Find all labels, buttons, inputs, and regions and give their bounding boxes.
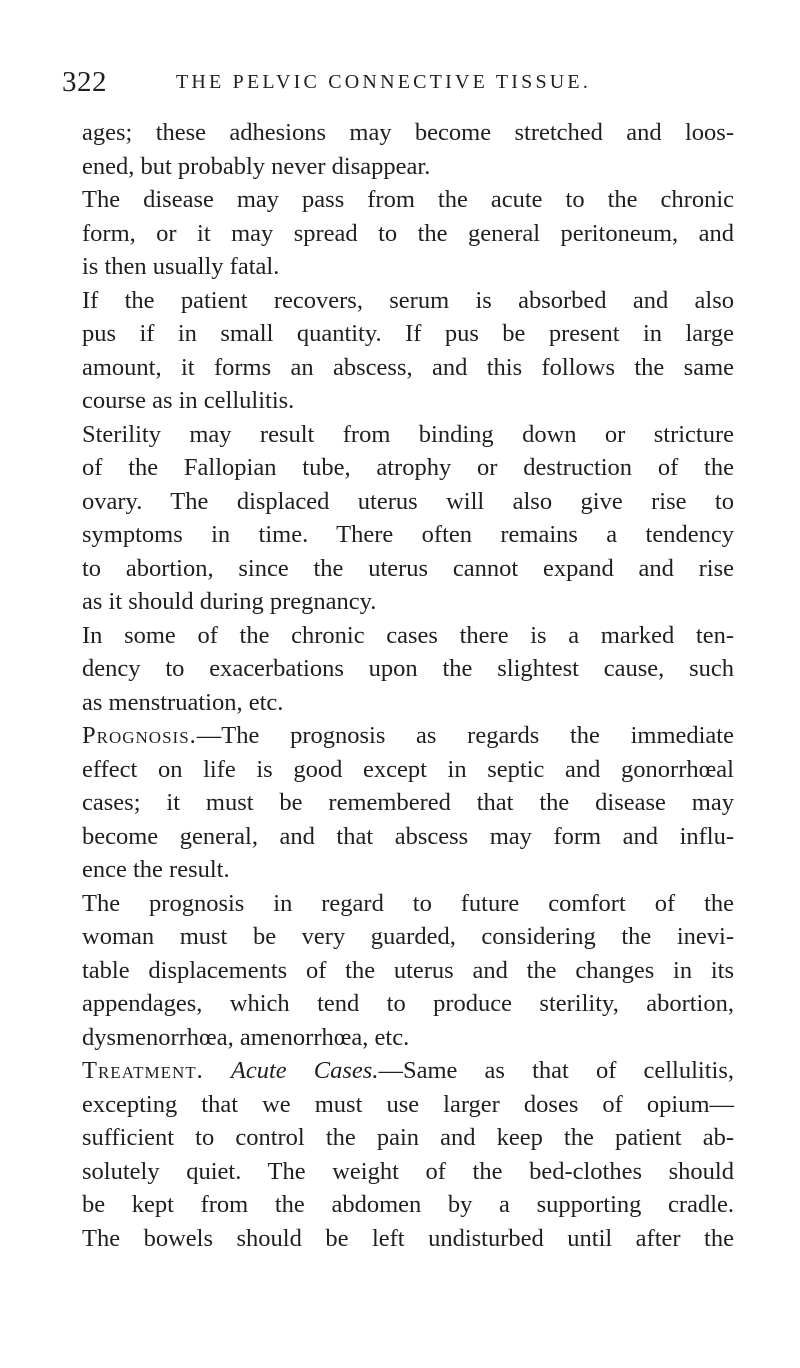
text-line: [82, 1054, 734, 1088]
body-text: [82, 116, 734, 1255]
text-line: pus if in small quantity. If pus be present in large: [82, 320, 734, 347]
text-line: If the patient recovers, serum is absorbed and also: [82, 286, 734, 314]
text-line: ages; these adhesions may become stretched and loos-: [82, 119, 734, 146]
text-line: symptoms in time. There often remains a tendency: [82, 521, 734, 548]
text-run: —The prognosis as regards the immediate: [196, 722, 734, 749]
text-line: solutely quiet. The weight of the bed-clothes should: [82, 1157, 734, 1185]
text-line: ened, but probably never disappear.: [82, 152, 431, 180]
text-line: Sterility may result from binding down or stricture: [82, 420, 734, 448]
text-line: dysmenorrhœa, amenorrhœa, etc.: [82, 1023, 410, 1051]
text-line: The prognosis in regard to future comfort of the: [82, 889, 734, 917]
text-line: is then usually fatal.: [82, 253, 280, 280]
text-line: sufficient to control the pain and keep the patient ab-: [82, 1124, 734, 1151]
text-line: form, or it may spread to the general peritoneum, and: [82, 219, 734, 247]
page-number: 322: [62, 66, 107, 98]
section-heading-prognosis: Prognosis.: [82, 722, 197, 749]
text-line: dency to exacerbations upon the slightest cause, such: [82, 655, 734, 682]
text-line: appendages, which tend to produce sterility, abortion,: [82, 990, 734, 1017]
text-line: as it should during pregnancy.: [82, 588, 377, 615]
text-line: In some of the chronic cases there is a marked ten-: [82, 621, 734, 649]
text-line: amount, it forms an abscess, and this follows the same: [82, 353, 734, 381]
page-header: [62, 62, 762, 102]
text-line: of the Fallopian tube, atrophy or destruction of the: [82, 454, 734, 481]
text-line: [82, 719, 734, 753]
text-run: —Same as that of cellulitis,: [378, 1057, 735, 1084]
text-line: ovary. The displaced uterus will also give rise to: [82, 487, 734, 515]
text-line: The disease may pass from the acute to the chronic: [82, 186, 734, 213]
text-line: woman must be very guarded, considering the inevi-: [82, 923, 734, 950]
text-line: The bowels should be left undisturbed until after the: [82, 1224, 734, 1252]
text-line: course as in cellulitis.: [82, 387, 295, 414]
subheading-acute-cases: Acute Cases.: [230, 1057, 379, 1084]
text-line: cases; it must be remembered that the disease may: [82, 789, 734, 816]
text-line: to abortion, since the uterus cannot expand and rise: [82, 554, 734, 582]
text-line: table displacements of the uterus and the changes in its: [82, 956, 734, 984]
text-line: ence the result.: [82, 856, 230, 883]
section-heading-treatment: Treatment.: [82, 1057, 204, 1084]
text-line: become general, and that abscess may form and influ-: [82, 822, 734, 850]
running-head: THE PELVIC CONNECTIVE TISSUE.: [176, 71, 592, 93]
text-line: effect on life is good except in septic and gonorrhœal: [82, 755, 734, 783]
text-line: as menstruation, etc.: [82, 688, 284, 716]
text-line: be kept from the abdomen by a supporting cradle.: [82, 1191, 734, 1218]
text-line: excepting that we must use larger doses of opium—: [82, 1090, 734, 1118]
